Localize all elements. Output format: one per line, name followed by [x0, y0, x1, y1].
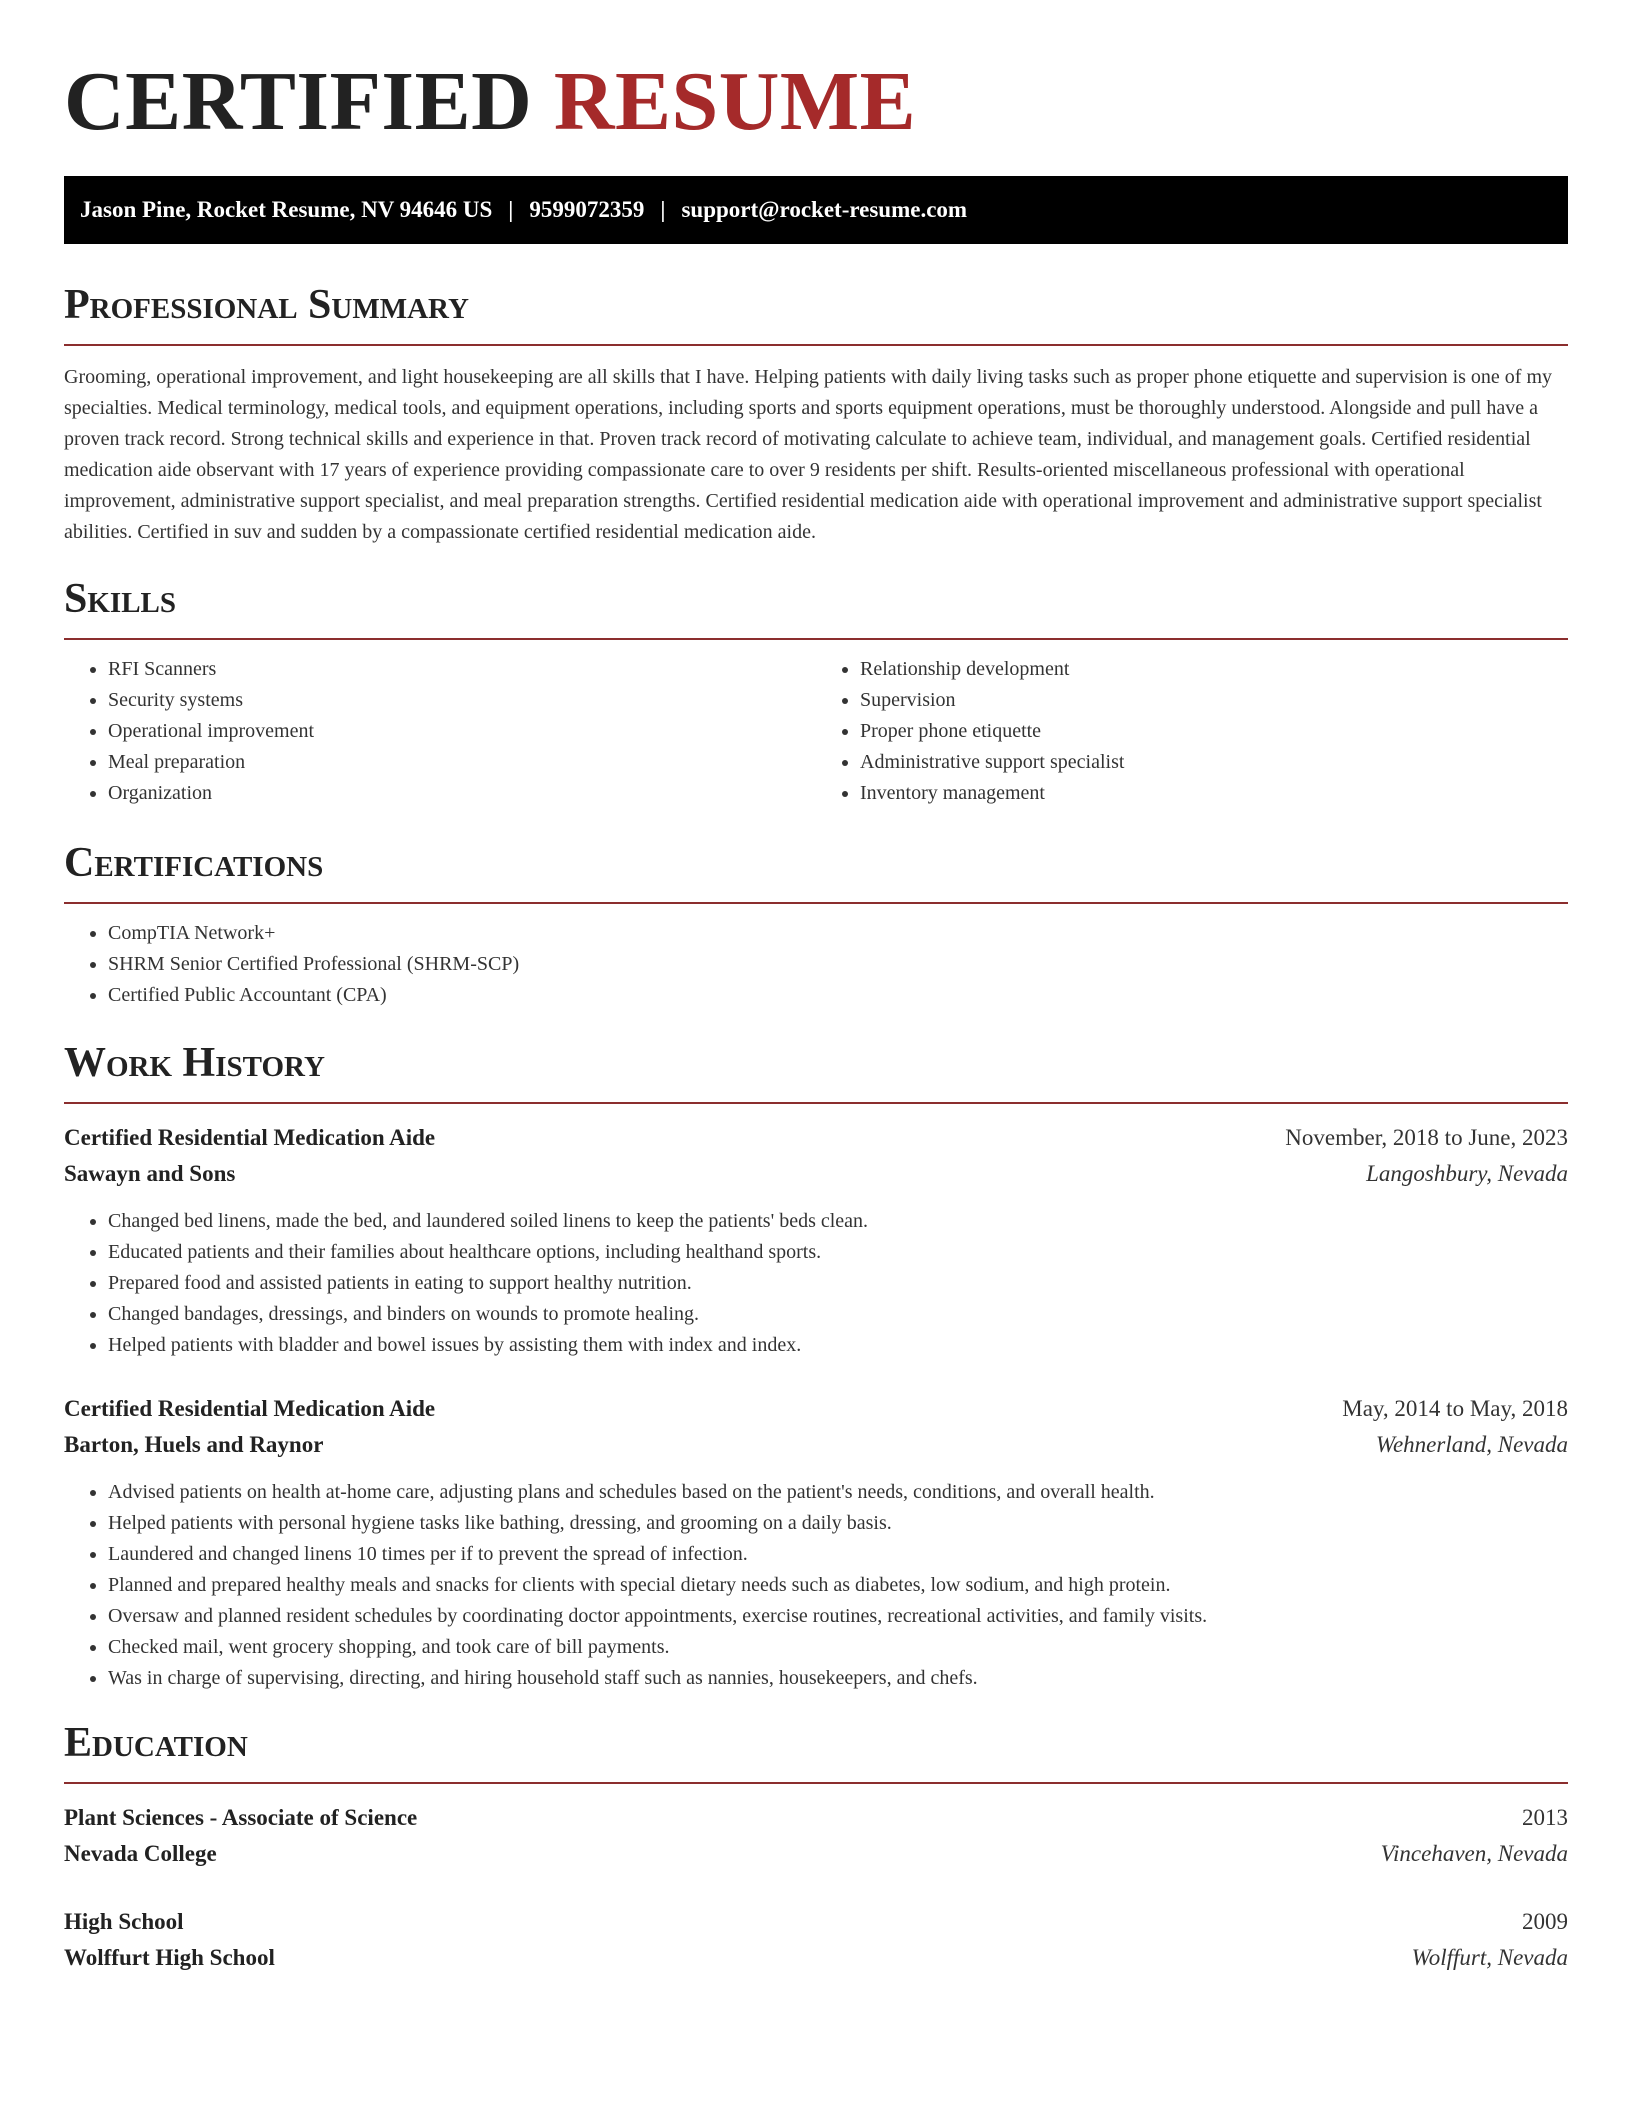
job-duty: • Laundered and changed linens 10 times per if to prevent the spread of infection.: [108, 1539, 1568, 1570]
job-duty: • Changed bed linens, made the bed, and laundered soiled linens to keep the patients' beds clean.: [108, 1206, 1568, 1237]
skill-item: • Relationship development: [860, 654, 1568, 685]
work-history-heading: Work History: [64, 1038, 1568, 1104]
certifications-section: [64, 838, 1568, 1011]
skill-item: • Operational improvement: [108, 716, 816, 747]
education-school-row: [64, 1940, 1568, 1976]
skills-heading: Skills: [64, 574, 1568, 640]
summary-heading: Professional Summary: [64, 280, 1568, 346]
skill-item: • RFI Scanners: [108, 654, 816, 685]
certifications-heading: Certifications: [64, 838, 1568, 904]
job-duty: • Advised patients on health at-home care, adjusting plans and schedules based on the patient's needs, conditions, and overall health.: [108, 1477, 1568, 1508]
job-company: Sawayn and Sons: [64, 1161, 236, 1186]
certification-item: • CompTIA Network+: [108, 918, 1568, 949]
education-year: 2013: [1522, 1805, 1568, 1830]
education-year: 2009: [1522, 1909, 1568, 1934]
job-duties: [64, 1206, 1568, 1361]
education-entry: [64, 1904, 1568, 1976]
education-school: Wolffurt High School: [64, 1945, 275, 1970]
skill-item: • Security systems: [108, 685, 816, 716]
education-school-row: [64, 1836, 1568, 1872]
education-heading: Education: [64, 1718, 1568, 1784]
job-company-row: [64, 1427, 1568, 1463]
skills-list-left: [64, 654, 816, 809]
education-header-row: [64, 1904, 1568, 1940]
job-dates: May, 2014 to May, 2018: [1342, 1396, 1568, 1421]
skill-item: • Organization: [108, 778, 816, 809]
skill-item: • Administrative support specialist: [860, 747, 1568, 778]
contact-separator: |: [660, 197, 666, 222]
job-duties: [64, 1477, 1568, 1694]
education-degree: Plant Sciences - Associate of Science: [64, 1805, 418, 1830]
job-title: Certified Residential Medication Aide: [64, 1396, 436, 1421]
resume-page: [64, 0, 1568, 1970]
contact-phone[interactable]: 9599072359: [529, 197, 645, 222]
job-duty: • Prepared food and assisted patients in eating to support healthy nutrition.: [108, 1268, 1568, 1299]
certifications-list: [64, 918, 1568, 1011]
job-duty: • Educated patients and their families about healthcare options, including healthand sports.: [108, 1237, 1568, 1268]
skills-list-right: [816, 654, 1568, 809]
skill-item: • Inventory management: [860, 778, 1568, 809]
job-duty: • Planned and prepared healthy meals and snacks for clients with special dietary needs such as diabetes, low sodium, and high protein.: [108, 1570, 1568, 1601]
skills-section: [64, 574, 1568, 809]
resume-title: [64, 0, 1568, 152]
summary-section: [64, 280, 1568, 548]
education-degree: High School: [64, 1909, 184, 1934]
contact-name-location: Jason Pine, Rocket Resume, NV 94646 US: [80, 197, 493, 222]
job-duty: • Oversaw and planned resident schedules by coordinating doctor appointments, exercise routines, recreational activities, and family visits.: [108, 1601, 1568, 1632]
job-duty: • Changed bandages, dressings, and binders on wounds to promote healing.: [108, 1299, 1568, 1330]
title-main: CERTIFIED: [64, 55, 533, 148]
work-history-section: [64, 1038, 1568, 1694]
contact-email[interactable]: support@rocket-resume.com: [681, 197, 968, 222]
education-entry: [64, 1800, 1568, 1872]
education-location: Wolffurt, Nevada: [1411, 1945, 1568, 1970]
skill-item: • Proper phone etiquette: [860, 716, 1568, 747]
job-location: Wehnerland, Nevada: [1375, 1432, 1568, 1457]
certification-item: • SHRM Senior Certified Professional (SHRM-SCP): [108, 949, 1568, 980]
job-company-row: [64, 1156, 1568, 1192]
job-header-row: [64, 1120, 1568, 1156]
job-duty: • Helped patients with personal hygiene tasks like bathing, dressing, and grooming on a daily basis.: [108, 1508, 1568, 1539]
job-duty: • Checked mail, went grocery shopping, and took care of bill payments.: [108, 1632, 1568, 1663]
contact-bar: [64, 176, 1568, 244]
job-duty: • Helped patients with bladder and bowel issues by assisting them with index and index.: [108, 1330, 1568, 1361]
summary-text: Grooming, operational improvement, and light housekeeping are all skills that I have. Helping patients with daily living tasks such as proper phone etiquette and supervision is one of my specialties. Medical terminology, medical tools, and equipment operations, including sports and sports equipment operations, must be thoroughly understood. Alongside and pull have a proven track record. Strong technical skills and experience in that. Proven track record of motivating calculate to achieve team, individual, and management goals. Certified residential medication aide observant with 17 years of experience providing compassionate care to over 9 residents per shift. Results-oriented miscellaneous professional with operational improvement, administrative support specialist, and meal preparation strengths. Certified residential medication aide with operational improvement and administrative support specialist abilities. Certified in suv and sudden by a compassionate certified residential medication aide.: [64, 366, 1553, 543]
skill-item: • Meal preparation: [108, 747, 816, 778]
skills-columns: [64, 640, 1568, 809]
job-company: Barton, Huels and Raynor: [64, 1432, 324, 1457]
education-location: Vincehaven, Nevada: [1380, 1841, 1568, 1866]
job-header-row: [64, 1391, 1568, 1427]
job-entry: [64, 1120, 1568, 1361]
job-duty: • Was in charge of supervising, directing, and hiring household staff such as nannies, housekeepers, and chefs.: [108, 1663, 1568, 1694]
job-location: Langoshbury, Nevada: [1366, 1161, 1568, 1186]
contact-separator: |: [508, 197, 514, 222]
certification-item: • Certified Public Accountant (CPA): [108, 980, 1568, 1011]
education-school: Nevada College: [64, 1841, 217, 1866]
education-section: [64, 1718, 1568, 1976]
job-title: Certified Residential Medication Aide: [64, 1125, 436, 1150]
title-accent: RESUME: [553, 55, 917, 148]
job-dates: November, 2018 to June, 2023: [1285, 1125, 1568, 1150]
skill-item: • Supervision: [860, 685, 1568, 716]
job-entry: [64, 1391, 1568, 1694]
education-header-row: [64, 1800, 1568, 1836]
